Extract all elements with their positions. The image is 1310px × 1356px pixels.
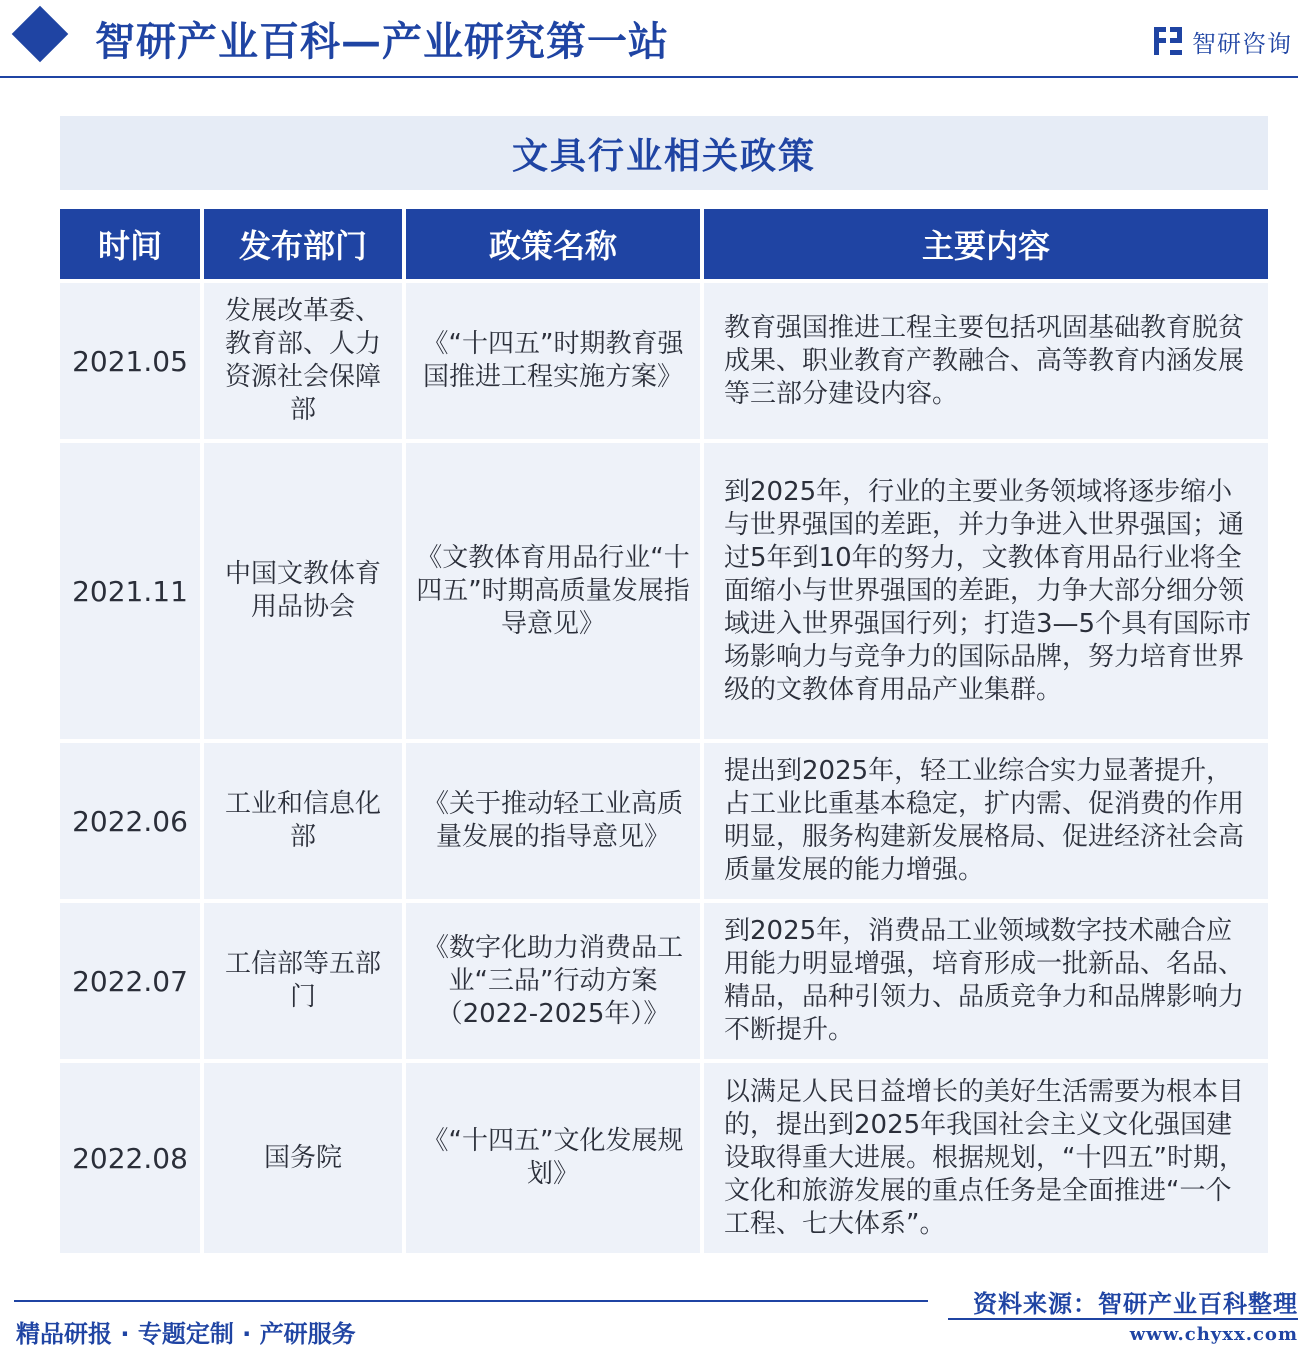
cell-main-content: 提出到2025年，轻工业综合实力显著提升，占工业比重基本稳定，扩内需、促消费的作用明显，服务构建新发展格局、促进经济社会高质量发展的能力增强。 xyxy=(704,743,1268,899)
policy-table xyxy=(60,209,1268,1257)
table-row xyxy=(60,1063,1268,1253)
source-note: 资料来源：智研产业百科整理 xyxy=(973,1290,1298,1318)
cell-department: 工业和信息化部 xyxy=(204,743,402,899)
cell-main-content: 教育强国推进工程主要包括巩固基础教育脱贫成果、职业教育产教融合、高等教育内涵发展等三部分建设内容。 xyxy=(704,283,1268,439)
cell-department: 国务院 xyxy=(204,1063,402,1253)
table-header-row xyxy=(60,209,1268,279)
cell-main-content: 到2025年，行业的主要业务领域将逐步缩小与世界强国的差距，并力争进入世界强国；通过5年到10年的努力，文教体育用品行业将全面缩小与世界强国的差距，力争大部分细分领域进入世界强国行列；打造3—5个具有国际市场影响力与竞争力的国际品牌，努力培育世界级的文教体育用品产业集群。 xyxy=(704,443,1268,739)
cell-policy-name: 《数字化助力消费品工业“三品”行动方案（2022-2025年）》 xyxy=(406,903,700,1059)
cell-department: 发展改革委、教育部、人力资源社会保障部 xyxy=(204,283,402,439)
cell-date: 2021.05 xyxy=(60,283,200,439)
footer-divider-left xyxy=(14,1300,928,1302)
cell-date: 2021.11 xyxy=(60,443,200,739)
table-row xyxy=(60,903,1268,1059)
cell-department: 工信部等五部门 xyxy=(204,903,402,1059)
diamond-icon xyxy=(12,6,69,63)
cell-policy-name: 《“十四五”文化发展规划》 xyxy=(406,1063,700,1253)
cell-policy-name: 《“十四五”时期教育强国推进工程实施方案》 xyxy=(406,283,700,439)
website-link[interactable]: www.chyxx.com xyxy=(1129,1324,1298,1345)
cell-date: 2022.08 xyxy=(60,1063,200,1253)
header-policy-name: 政策名称 xyxy=(406,209,700,279)
table-row xyxy=(60,443,1268,739)
cell-department: 中国文教体育用品协会 xyxy=(204,443,402,739)
table-row xyxy=(60,743,1268,899)
table-body xyxy=(60,283,1268,1253)
cell-date: 2022.07 xyxy=(60,903,200,1059)
header-department: 发布部门 xyxy=(204,209,402,279)
brand-name: 智研咨询 xyxy=(1192,29,1292,58)
table-title-band xyxy=(60,116,1268,190)
header-time: 时间 xyxy=(60,209,200,279)
cell-main-content: 以满足人民日益增长的美好生活需要为根本目的，提出到2025年我国社会主义文化强国建设取得重大进展。根据规划，“十四五”时期，文化和旅游发展的重点任务是全面推进“一个工程、七大体系”。 xyxy=(704,1063,1268,1253)
zhiyan-logo-icon xyxy=(1152,25,1184,57)
header-divider xyxy=(0,76,1298,78)
cell-policy-name: 《关于推动轻工业高质量发展的指导意见》 xyxy=(406,743,700,899)
header-main-content: 主要内容 xyxy=(704,209,1268,279)
cell-date: 2022.06 xyxy=(60,743,200,899)
page-header xyxy=(0,0,1310,80)
site-title: 智研产业百科—产业研究第一站 xyxy=(95,18,669,65)
brand[interactable] xyxy=(1152,24,1292,58)
footer-tagline: 精品研报 · 专题定制 · 产研服务 xyxy=(16,1320,356,1348)
table-row xyxy=(60,283,1268,439)
cell-main-content: 到2025年，消费品工业领域数字技术融合应用能力明显增强，培育形成一批新品、名品、精品，品种引领力、品质竞争力和品牌影响力不断提升。 xyxy=(704,903,1268,1059)
cell-policy-name: 《文教体育用品行业“十四五”时期高质量发展指导意见》 xyxy=(406,443,700,739)
table-title: 文具行业相关政策 xyxy=(511,134,816,177)
